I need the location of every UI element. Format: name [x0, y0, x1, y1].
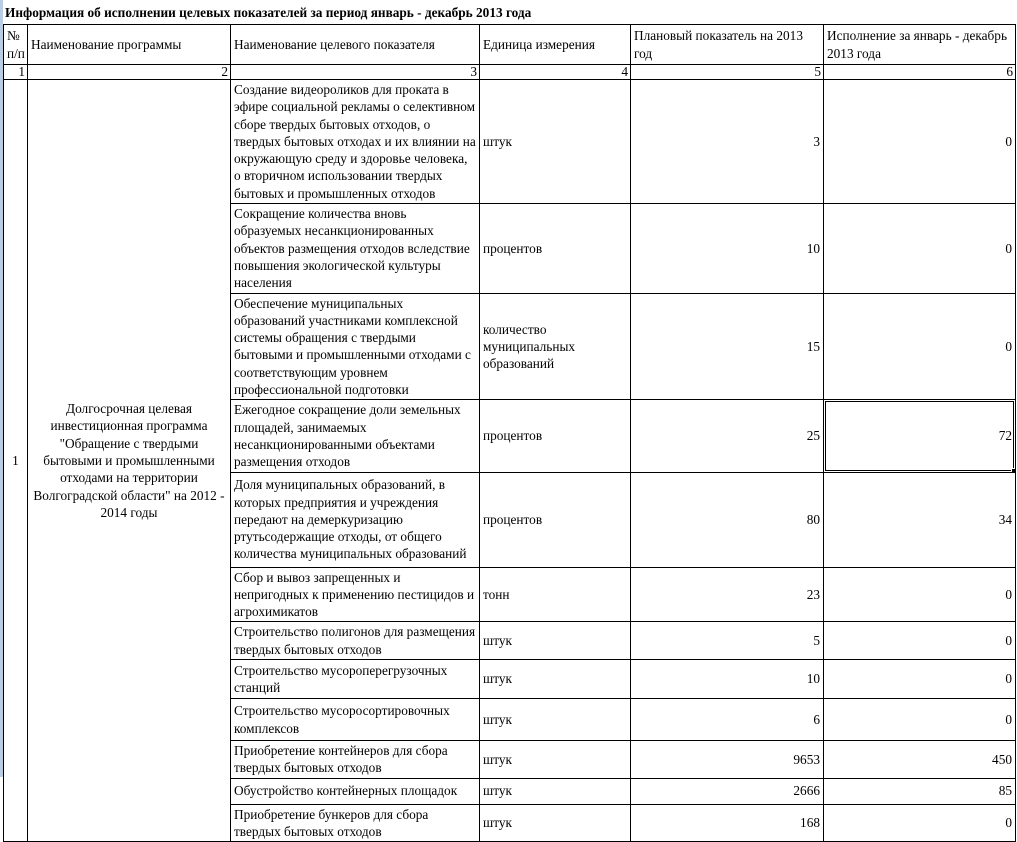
column-number-cell[interactable]: 3 [231, 65, 480, 80]
fact-value-cell[interactable]: 0 [824, 293, 1016, 400]
plan-value-cell[interactable]: 168 [631, 804, 824, 842]
plan-value-cell[interactable]: 10 [631, 660, 824, 699]
plan-value-cell[interactable]: 15 [631, 293, 824, 400]
fact-value-cell[interactable]: 0 [824, 660, 1016, 699]
fact-value-cell[interactable]: 0 [824, 622, 1016, 660]
indicators-table [3, 24, 1016, 842]
column-number-cell[interactable]: 1 [4, 65, 28, 80]
program-name-cell[interactable]: Долгосрочная целевая инвестиционная программа "Обращение с твердыми бытовыми и промышленными отходами на территории Волгоградской области" на 2012 - 2014 годы [28, 80, 231, 842]
plan-value-cell[interactable]: 6 [631, 699, 824, 741]
indicator-cell[interactable]: Строительство мусоросортировочных комплексов [231, 699, 480, 741]
indicator-cell[interactable]: Приобретение контейнеров для сбора твердых бытовых отходов [231, 741, 480, 779]
fact-value-cell-selected[interactable]: 72 [824, 400, 1016, 472]
unit-cell[interactable]: штук [480, 741, 631, 779]
header-cell-indicator[interactable]: Наименование целевого показателя [231, 25, 480, 65]
program-number-cell[interactable]: 1 [4, 80, 28, 842]
indicator-cell[interactable]: Приобретение бункеров для сбора твердых бытовых отходов [231, 804, 480, 842]
indicator-cell[interactable]: Обеспечение муниципальных образований участниками комплексной системы обращения с твердыми бытовыми и промышленными отходами с соответствующим уровнем профессиональной подготовки [231, 293, 480, 400]
column-number-cell[interactable]: 5 [631, 65, 824, 80]
header-cell-program[interactable]: Наименование программы [28, 25, 231, 65]
indicator-cell[interactable]: Ежегодное сокращение доли земельных площадей, занимаемых несанкционированными объектами размещения отходов [231, 400, 480, 472]
indicator-cell[interactable]: Сокращение количества вновь образуемых несанкционированных объектов размещения отходов вследствие повышения экологической культуры населения [231, 204, 480, 293]
plan-value-cell[interactable]: 25 [631, 400, 824, 472]
fact-value-cell[interactable]: 0 [824, 567, 1016, 622]
unit-cell[interactable]: штук [480, 80, 631, 204]
indicator-cell[interactable]: Строительство полигонов для размещения твердых бытовых отходов [231, 622, 480, 660]
plan-value-cell[interactable]: 80 [631, 472, 824, 567]
fact-value-cell[interactable]: 450 [824, 741, 1016, 779]
unit-cell[interactable]: процентов [480, 204, 631, 293]
header-cell-unit[interactable]: Единица измерения [480, 25, 631, 65]
plan-value-cell[interactable]: 9653 [631, 741, 824, 779]
plan-value-cell[interactable]: 23 [631, 567, 824, 622]
header-row [4, 25, 1016, 65]
column-number-cell[interactable]: 6 [824, 65, 1016, 80]
indicator-cell[interactable]: Сбор и вывоз запрещенных и непригодных к применению пестицидов и агрохимикатов [231, 567, 480, 622]
page-edge-strip [0, 0, 3, 777]
fact-value-cell[interactable]: 0 [824, 204, 1016, 293]
indicator-cell[interactable]: Обустройство контейнерных площадок [231, 778, 480, 804]
unit-cell[interactable]: штук [480, 660, 631, 699]
fact-value-cell[interactable]: 0 [824, 80, 1016, 204]
fact-value-cell[interactable]: 0 [824, 804, 1016, 842]
column-number-row [4, 65, 1016, 80]
plan-value-cell[interactable]: 2666 [631, 778, 824, 804]
unit-cell[interactable]: процентов [480, 400, 631, 472]
column-number-cell[interactable]: 4 [480, 65, 631, 80]
column-number-cell[interactable]: 2 [28, 65, 231, 80]
unit-cell[interactable]: штук [480, 778, 631, 804]
unit-cell[interactable]: процентов [480, 472, 631, 567]
fact-value-cell[interactable]: 85 [824, 778, 1016, 804]
indicator-cell[interactable]: Доля муниципальных образований, в которых предприятия и учреждения передают на демеркуризацию ртутьсодержащие отходы, от общего количества муниципальных образований [231, 472, 480, 567]
indicator-cell[interactable]: Строительство мусороперегрузочных станций [231, 660, 480, 699]
document [3, 0, 1017, 842]
unit-cell[interactable]: количество муниципальных образований [480, 293, 631, 400]
header-cell-fact[interactable]: Исполнение за январь - декабрь 2013 года [824, 25, 1016, 65]
indicator-cell[interactable]: Создание видеороликов для проката в эфире социальной рекламы о селективном сборе твердых бытовых отходов, о твердых бытовых отходах и их влиянии на окружающую среду и здоровье человека, о вторичном использовании твердых бытовых и промышленных отходов [231, 80, 480, 204]
unit-cell[interactable]: тонн [480, 567, 631, 622]
fact-value-cell[interactable]: 34 [824, 472, 1016, 567]
document-title[interactable]: Информация об исполнении целевых показателей за период январь - декабрь 2013 года [5, 5, 532, 20]
table-row [4, 80, 1016, 204]
unit-cell[interactable]: штук [480, 804, 631, 842]
header-cell-npp[interactable]: № п/п [4, 25, 28, 65]
plan-value-cell[interactable]: 5 [631, 622, 824, 660]
unit-cell[interactable]: штук [480, 699, 631, 741]
unit-cell[interactable]: штук [480, 622, 631, 660]
header-cell-plan[interactable]: Плановый показатель на 2013 год [631, 25, 824, 65]
fact-value-cell[interactable]: 0 [824, 699, 1016, 741]
plan-value-cell[interactable]: 10 [631, 204, 824, 293]
plan-value-cell[interactable]: 3 [631, 80, 824, 204]
